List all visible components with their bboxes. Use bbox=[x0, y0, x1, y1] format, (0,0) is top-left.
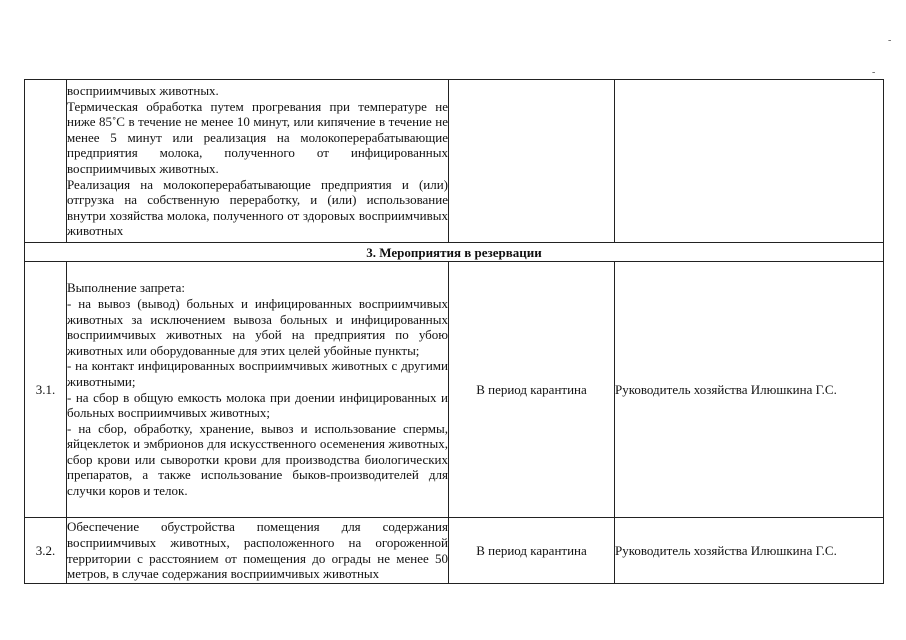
term-cell bbox=[449, 80, 615, 243]
responsible-cell: Руководитель хозяйства Илюшкина Г.С. bbox=[615, 518, 884, 584]
measure-cell bbox=[67, 262, 449, 518]
row-number: 3.2. bbox=[25, 518, 67, 584]
measure-text: Обеспечение обустройства помещения для содержания восприимчивых животных, расположенного на огороженной территории с расстоянием от помещения до ограды не менее 50 метров, в случае содержания восприимчивых животных bbox=[67, 519, 448, 582]
table-row bbox=[25, 262, 884, 518]
section-title: 3. Мероприятия в резервации bbox=[25, 243, 884, 262]
term-cell: В период карантина bbox=[449, 518, 615, 584]
row-number: 3.1. bbox=[25, 262, 67, 518]
measure-text: Выполнение запрета: bbox=[67, 280, 186, 296]
measures-table bbox=[24, 79, 884, 584]
measure-text: восприимчивых животных. bbox=[67, 83, 219, 99]
measure-text: - на сбор, обработку, хранение, вывоз и использование спермы, яйцеклеток и эмбрионов для искусственного осеменения животных, сбор крови или сыворотки крови для производства биологических препаратов, а также использование быков-производителей для случки коров и телок. bbox=[67, 420, 448, 499]
responsible-cell bbox=[615, 80, 884, 243]
table-row bbox=[25, 80, 884, 243]
row-number-cell bbox=[25, 80, 67, 243]
measure-cell bbox=[67, 80, 449, 243]
measure-text: Реализация на молокоперерабатывающие предприятия и (или) отгрузка на собственную переработку, и (или) использование внутри хозяйства молока, полученного от здоровых восприимчивых животных bbox=[67, 176, 448, 239]
table-row bbox=[25, 518, 884, 584]
measure-text: - на контакт инфицированных восприимчивых животных с другими животными; bbox=[67, 358, 448, 389]
measure-text: - на сбор в общую емкость молока при доении инфицированных и больных восприимчивых животных; bbox=[67, 389, 448, 421]
measure-text: Термическая обработка путем прогревания при температуре не ниже 85˚С в течение не менее 10 минут, или кипячение в течение не менее 5 минут или реализация на молокоперерабатывающие предприятия молока, полученного от инфицированных восприимчивых животных. bbox=[67, 98, 448, 176]
term-cell: В период карантина bbox=[449, 262, 615, 518]
scan-mark: - bbox=[872, 67, 876, 78]
measure-text: - на вывоз (вывод) больных и инфицированных восприимчивых животных за исключением вывоза больных и инфицированных восприимчивых животных на убой на предприятия по убою животных или оборудованные для этих целей убойные пункты; bbox=[67, 295, 448, 358]
section-header-row bbox=[25, 243, 884, 262]
scan-mark: - bbox=[888, 35, 892, 46]
measure-cell bbox=[67, 518, 449, 584]
responsible-cell: Руководитель хозяйства Илюшкина Г.С. bbox=[615, 262, 884, 518]
